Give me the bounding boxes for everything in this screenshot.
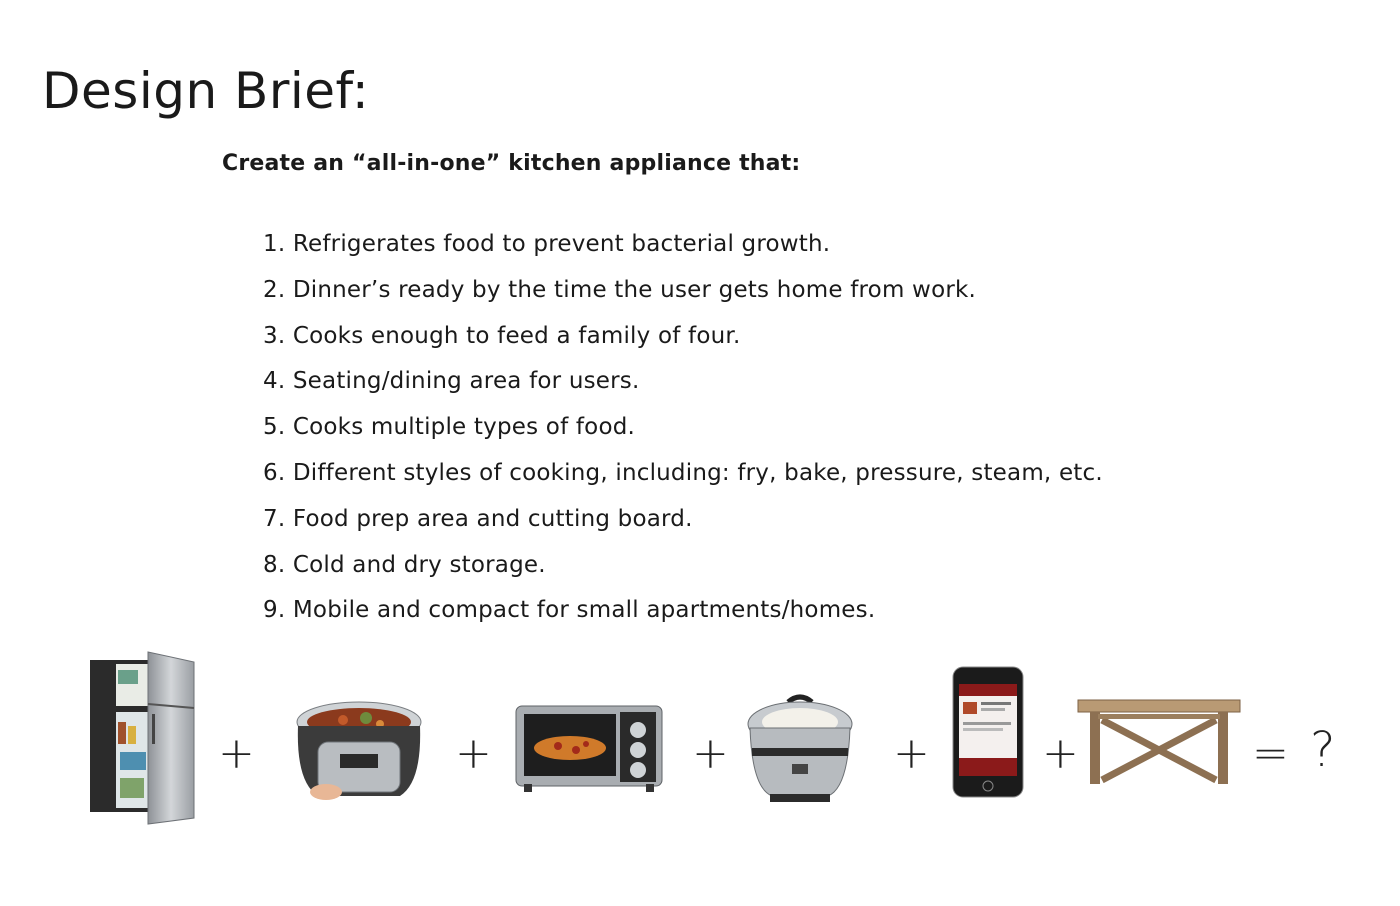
equals-operator: = (1252, 728, 1289, 779)
list-item-text: Food prep area and cutting board. (292, 505, 693, 532)
list-item-text: Cold and dry storage. (292, 551, 546, 578)
list-item-number: 7. (263, 505, 286, 532)
requirements-list (263, 229, 1103, 641)
list-item-text: Cooks enough to feed a family of four. (292, 322, 741, 349)
list-item-text: Dinner’s ready by the time the user gets home from work. (292, 276, 977, 303)
plus-operator: + (692, 728, 729, 779)
appliance-equation (0, 640, 1400, 840)
list-item (263, 550, 1103, 596)
list-item-text: Cooks multiple types of food. (292, 414, 636, 441)
slow-cooker-icon (288, 696, 430, 802)
list-item-number: 5. (263, 414, 286, 441)
list-item-text: Seating/dining area for users. (292, 368, 640, 395)
brief-subtitle: Create an “all-in-one” kitchen appliance that: (222, 151, 801, 176)
list-item (263, 229, 1103, 275)
list-item (263, 458, 1103, 504)
list-item (263, 504, 1103, 550)
list-item (263, 412, 1103, 458)
list-item (263, 595, 1103, 641)
list-item-text: Refrigerates food to prevent bacterial growth. (292, 231, 831, 257)
list-item-text: Different styles of cooking, including: fry, bake, pressure, steam, etc. (292, 459, 1103, 486)
list-item (263, 275, 1103, 321)
list-item (263, 321, 1103, 367)
plus-operator: + (455, 728, 492, 779)
list-item-number: 3. (263, 322, 286, 349)
rice-cooker-icon (742, 692, 858, 806)
plus-operator: + (218, 728, 255, 779)
list-item-number: 6. (263, 459, 286, 486)
plus-operator: + (1042, 728, 1079, 779)
list-item-number: 8. (263, 551, 286, 578)
toaster-oven-icon (514, 704, 664, 794)
dining-table-icon (1076, 696, 1242, 786)
list-item-number: 1. (263, 231, 286, 257)
smartphone-icon (952, 666, 1024, 798)
list-item-text: Mobile and compact for small apartments/homes. (292, 597, 876, 624)
list-item (263, 366, 1103, 412)
plus-operator: + (893, 728, 930, 779)
list-item-number: 4. (263, 368, 286, 395)
result-question-mark: ? (1310, 722, 1336, 778)
list-item-number: 2. (263, 276, 286, 303)
page-title: Design Brief: (42, 61, 370, 120)
list-item-number: 9. (263, 597, 286, 624)
refrigerator-icon (86, 648, 200, 826)
